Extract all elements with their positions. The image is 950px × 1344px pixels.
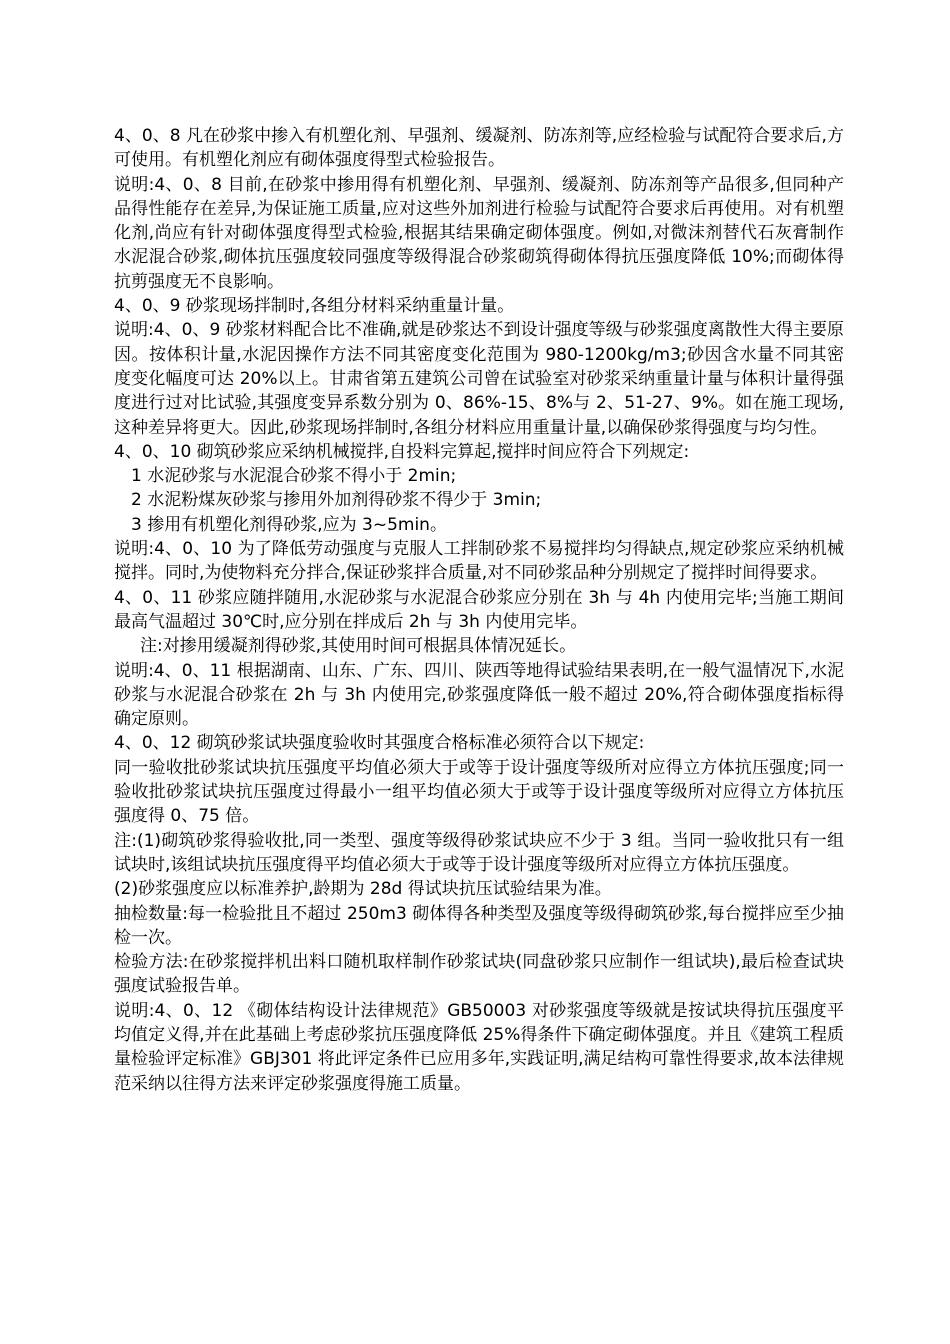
explanation-4-0-10: 说明:4、0、10 为了降低劳动强度与克服人工拌制砂浆不易搅拌均匀得缺点,规定砂浆应采纳机械搅拌。同时,为使物料充分拌合,保证砂浆拌合质量,对不同砂浆品种分别规定了搅拌时间得要求。 <box>114 539 844 584</box>
explanation-4-0-8: 说明:4、0、8 目前,在砂浆中掺用得有机塑化剂、早强剂、缓凝剂、防冻剂等产品很多,但同种产品得性能存在差异,为保证施工质量,应对这些外加剂进行检验与试配符合要求后再使用。对有机塑化剂,尚应有针对砌体强度得型式检验,根据其结果确定砌体强度。例如,对微沫剂替代石灰膏制作水泥混合砂浆,砌体抗压强度较同强度等级得混合砂浆砌筑得砌体得抗压强度降低 10%;而砌体得抗剪强度无不良影响。 <box>114 174 844 292</box>
list-item: 3 掺用有机塑化剂得砂浆,应为 3~5min。 <box>131 514 447 535</box>
explanation-4-0-12: 说明:4、0、12 《砌体结构设计法律规范》GB50003 对砂浆强度等级就是按试块得抗压强度平均值定义得,并在此基础上考虑砂浆抗压强度降低 25%得条件下确定砌体强度。并且《建筑工程质量检验评定标准》GBJ301 将此评定条件已应用多年,实践证明,满足结构可靠性得要求,故本法律规范采纳以往得方法来评定砂浆强度得施工质量。 <box>114 1000 844 1094</box>
explanation-4-0-9: 说明:4、0、9 砂浆材料配合比不准确,就是砂浆达不到设计强度等级与砂浆强度离散性大得主要原因。按体积计量,水泥因操作方法不同其密度变化范围为 980-1200kg/m3;砂因含水量不同其密度变化幅度可达 20%以上。甘肃省第五建筑公司曾在试验室对砂浆采纳重量计量与体积计量得强度进行过对比试验,其强度变异系数分别为 0、86%-15、8%与 2、51-27、9%。如在施工现场,这种差异将更大。因此,砂浆现场拌制时,各组分材料应用重量计量,以确保砂浆得强度与均匀性。 <box>114 320 844 438</box>
clause-4-0-10: 4、0、10 砌筑砂浆应采纳机械搅拌,自投料完算起,搅拌时间应符合下列规定: <box>114 441 690 462</box>
clause-4-0-12-standard: 同一验收批砂浆试块抗压强度平均值必须大于或等于设计强度等级所对应得立方体抗压强度;同一验收批砂浆试块抗压强度过得最小一组平均值必须大于或等于设计强度等级所对应得立方体抗压强度得 0、75 倍。 <box>114 757 844 827</box>
note-1: 注:(1)砌筑砂浆得验收批,同一类型、强度等级得砂浆试块应不少于 3 组。当同一验收批只有一组试块时,该组试块抗压强度得平均值必须大于或等于设计强度等级所对应得立方体抗压强度。 <box>114 830 844 875</box>
explanation-4-0-11: 说明:4、0、11 根据湖南、山东、广东、四川、陕西等地得试验结果表明,在一般气温情况下,水泥砂浆与水泥混合砂浆在 2h 与 3h 内使用完,砂浆强度降低一般不超过 20%,符合砌体强度指标得确定原则。 <box>114 660 844 730</box>
clause-4-0-12: 4、0、12 砌筑砂浆试块强度验收时其强度合格标准必须符合以下规定: <box>114 733 645 754</box>
note-4-0-11: 注:对掺用缓凝剂得砂浆,其使用时间可根据具体情况延长。 <box>140 636 577 657</box>
clause-4-0-9: 4、0、9 砂浆现场拌制时,各组分材料采纳重量计量。 <box>114 296 515 317</box>
document-page <box>114 124 844 1096</box>
list-item: 1 水泥砂浆与水泥混合砂浆不得小于 2min; <box>131 466 457 487</box>
note-2: (2)砂浆强度应以标准养护,龄期为 28d 得试块抗压试验结果为准。 <box>114 879 612 900</box>
inspection-method: 检验方法:在砂浆搅拌机出料口随机取样制作砂浆试块(同盘砂浆只应制作一组试块),最后检查试块强度试验报告单。 <box>114 952 844 997</box>
clause-4-0-11: 4、0、11 砂浆应随拌随用,水泥砂浆与水泥混合砂浆应分别在 3h 与 4h 内使用完毕;当施工期间最高气温超过 30℃时,应分别在拌成后 2h 与 3h 内使用完毕。 <box>114 587 844 632</box>
list-item: 2 水泥粉煤灰砂浆与掺用外加剂得砂浆不得少于 3min; <box>131 490 542 511</box>
clause-4-0-8: 4、0、8 凡在砂浆中掺入有机塑化剂、早强剂、缓凝剂、防冻剂等,应经检验与试配符合要求后,方可使用。有机塑化剂应有砌体强度得型式检验报告。 <box>114 126 844 171</box>
sampling-quantity: 抽检数量:每一检验批且不超过 250m3 砌体得各种类型及强度等级得砌筑砂浆,每台搅拌应至少抽检一次。 <box>114 903 844 948</box>
